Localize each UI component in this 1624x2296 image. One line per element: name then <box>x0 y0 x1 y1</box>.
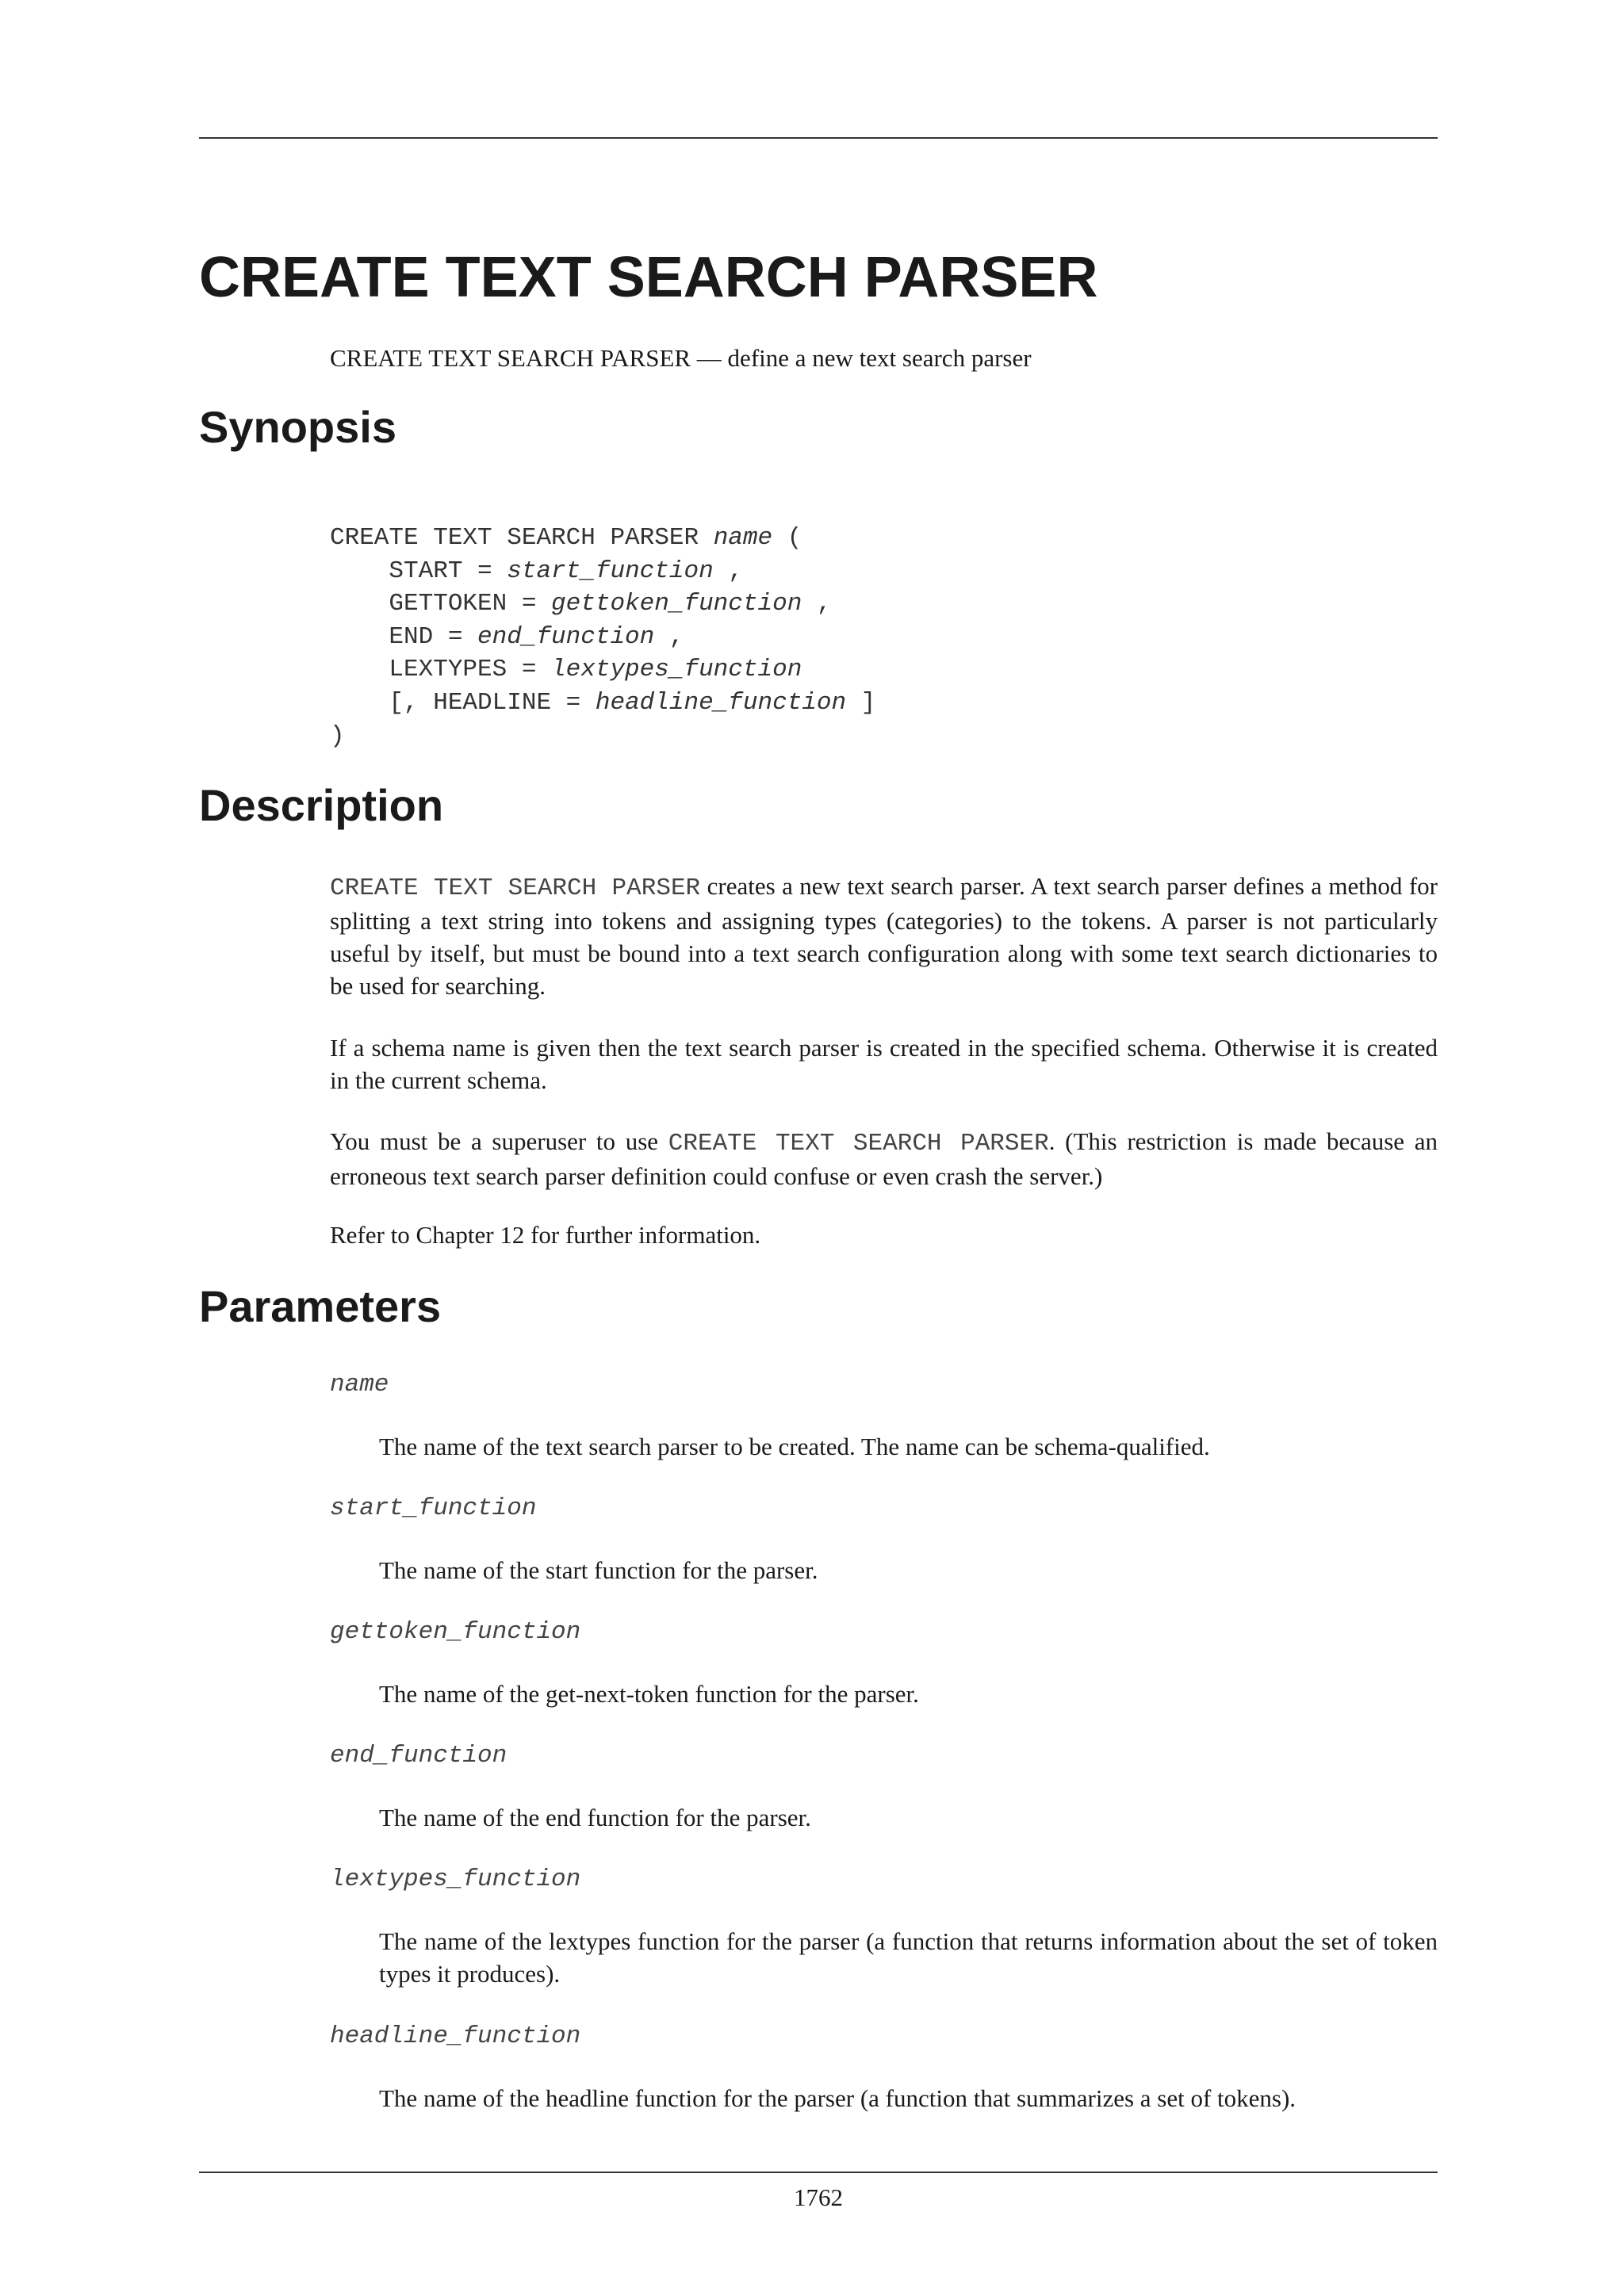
synopsis-line: CREATE TEXT SEARCH PARSER name ( <box>330 524 802 552</box>
parameter-definition: The name of the get-next-token function for the parser. <box>379 1680 919 1708</box>
parameter-term-gettoken-function: gettoken_function <box>330 1618 581 1646</box>
synopsis-line: START = start_function , <box>330 557 743 585</box>
synopsis-heading: Synopsis <box>199 402 396 452</box>
parameter-term-start-function: start_function <box>330 1494 537 1522</box>
synopsis-line: [, HEADLINE = headline_function ] <box>330 688 876 717</box>
refpurpose: CREATE TEXT SEARCH PARSER — define a new text search parser <box>330 344 1032 372</box>
parameter-term-lextypes-function: lextypes_function <box>330 1866 581 1893</box>
parameter-definition: The name of the end function for the parser. <box>379 1804 811 1831</box>
parameter-definition: The name of the lextypes function for the parser (a function that returns information about the set of token types it produces). <box>379 1927 1438 1988</box>
parameter-term-end-function: end_function <box>330 1742 508 1770</box>
parameter-definition: The name of the headline function for the parser (a function that summarizes a set of tokens). <box>379 2084 1297 2112</box>
description-heading: Description <box>199 780 444 830</box>
description-paragraph-4: Refer to Chapter 12 for further information. <box>330 1221 761 1249</box>
parameters-heading: Parameters <box>199 1281 442 1331</box>
synopsis-line: GETTOKEN = gettoken_function , <box>330 590 832 618</box>
description-paragraph-2: If a schema name is given then the text search parser is created in the specified schema. Otherwise it is created in the current schema. <box>330 1034 1438 1094</box>
synopsis-code <box>330 522 875 752</box>
page-number: 1762 <box>794 2183 843 2211</box>
command-name: CREATE TEXT SEARCH PARSER <box>330 874 701 902</box>
synopsis-line: ) <box>330 721 345 750</box>
parameter-definition: The name of the text search parser to be created. The name can be schema-qualified. <box>379 1433 1210 1460</box>
parameter-term-headline-function: headline_function <box>330 2022 581 2050</box>
synopsis-line: LEXTYPES = lextypes_function <box>330 656 802 684</box>
parameter-term-name: name <box>330 1371 389 1399</box>
parameter-definition: The name of the start function for the parser. <box>379 1556 818 1584</box>
command-name: CREATE TEXT SEARCH PARSER <box>668 1130 1049 1158</box>
footer-rule <box>199 2172 1438 2173</box>
page-title: CREATE TEXT SEARCH PARSER <box>199 246 1098 309</box>
header-rule <box>199 137 1438 139</box>
description-paragraph-1: CREATE TEXT SEARCH PARSER creates a new text search parser. A text search parser defines a method for splitting a text string into tokens and assigning types (categories) to the tokens. A parser is not particularly useful by itself, but must be bound into a text search configuration along with some text search dictionaries to be used for searching. <box>330 872 1438 1000</box>
synopsis-line: END = end_function , <box>330 622 684 651</box>
description-paragraph-3: You must be a superuser to use CREATE TEXT SEARCH PARSER. (This restriction is made because an erroneous text search parser definition could confuse or even crash the server.) <box>330 1127 1438 1190</box>
